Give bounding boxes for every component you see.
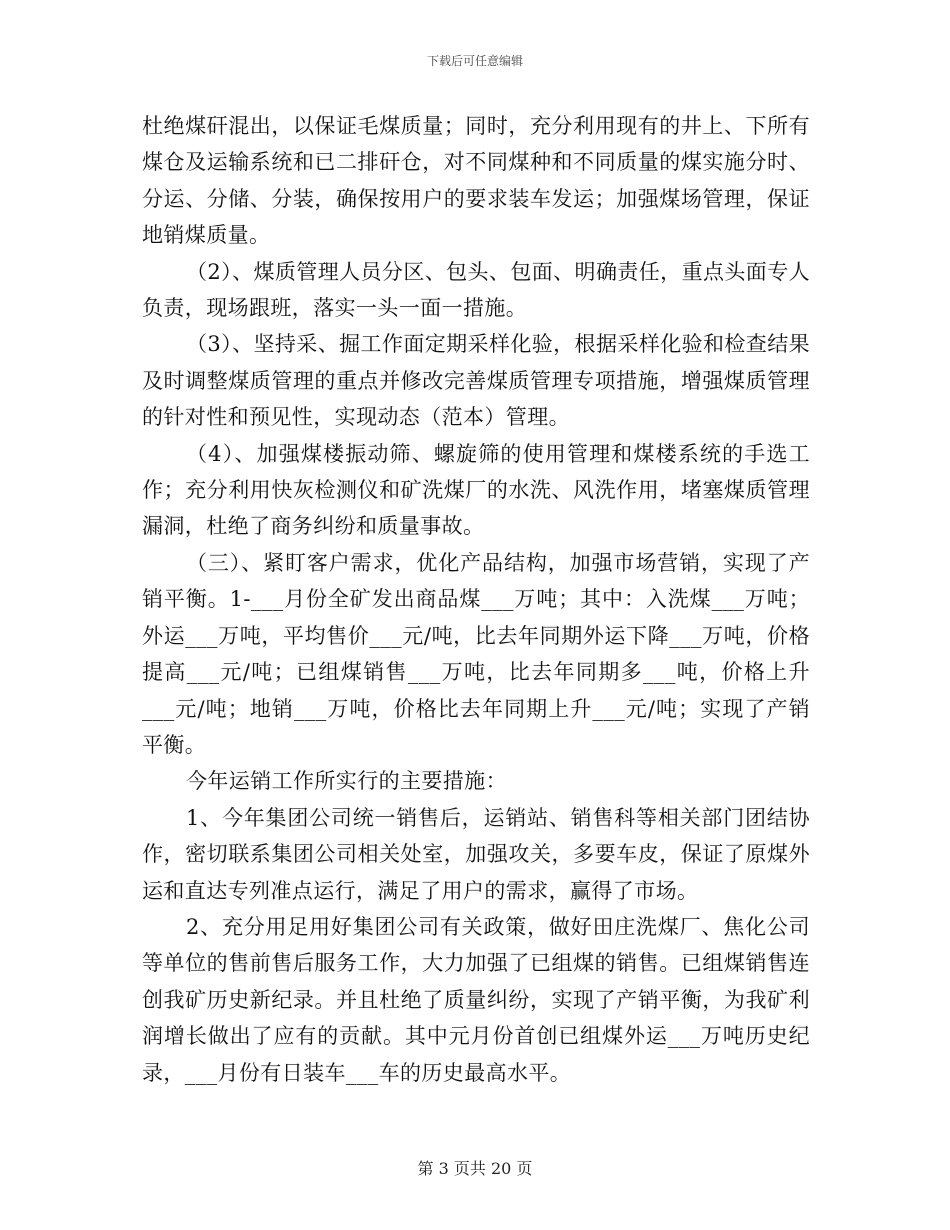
paragraph: 1、今年集团公司统一销售后，运销站、销售科等相关部门团结协作，密切联系集团公司相关处室，加强攻关，多要车皮，保证了原煤外运和直达专列准点运行，满足了用户的需求，赢得了市场。	[142, 805, 810, 903]
document-body	[142, 108, 810, 1091]
paragraph: 今年运销工作所实行的主要措施：	[186, 769, 507, 794]
paragraph: （4）、加强煤楼振动筛、螺旋筛的使用管理和煤楼系统的手选工作；充分利用快灰检测仪和矿洗煤厂的水洗、风洗作用，堵塞煤质管理漏洞，杜绝了商务纠纷和质量事故。	[142, 441, 810, 539]
paragraph: 2、充分用足用好集团公司有关政策，做好田庄洗煤厂、焦化公司等单位的售前售后服务工作，大力加强了已组煤的销售。已组煤销售连创我矿历史新纪录。并且杜绝了质量纠纷，实现了产销平衡，为我矿利润增长做出了应有的贡献。其中元月份首创已组煤外运___万吨历史纪录，___月份有日装车___车的历史最高水平。	[142, 914, 810, 1085]
paragraph: （3）、坚持采、掘工作面定期采样化验，根据采样化验和检查结果及时调整煤质管理的重点并修改完善煤质管理专项措施，增强煤质管理的针对性和预见性，实现动态（范本）管理。	[142, 332, 810, 430]
paragraph: 杜绝煤矸混出，以保证毛煤质量；同时，充分利用现有的井上、下所有煤仓及运输系统和已二排矸仓，对不同煤种和不同质量的煤实施分时、分运、分储、分装，确保按用户的要求装车发运；加强煤场管理，保证地销煤质量。	[142, 114, 810, 248]
paragraph: （2）、煤质管理人员分区、包头、包面、明确责任，重点头面专人负责，现场跟班，落实一头一面一措施。	[142, 259, 810, 321]
page-footer: 第 3 页共 20 页	[417, 1159, 533, 1178]
page-header: 下载后可任意编辑	[426, 54, 523, 68]
paragraph: （三）、紧盯客户需求，优化产品结构，加强市场营销，实现了产销平衡。1-___月份全矿发出商品煤___万吨；其中：入洗煤___万吨；外运___万吨，平均售价___元/吨，比去年同期外运下降___万吨，价格提高___元/吨；已组煤销售___万吨，比去年同期多___吨，价格上升___元/吨；地销___万吨，价格比去年同期上升___元/吨；实现了产销平衡。	[142, 550, 810, 757]
